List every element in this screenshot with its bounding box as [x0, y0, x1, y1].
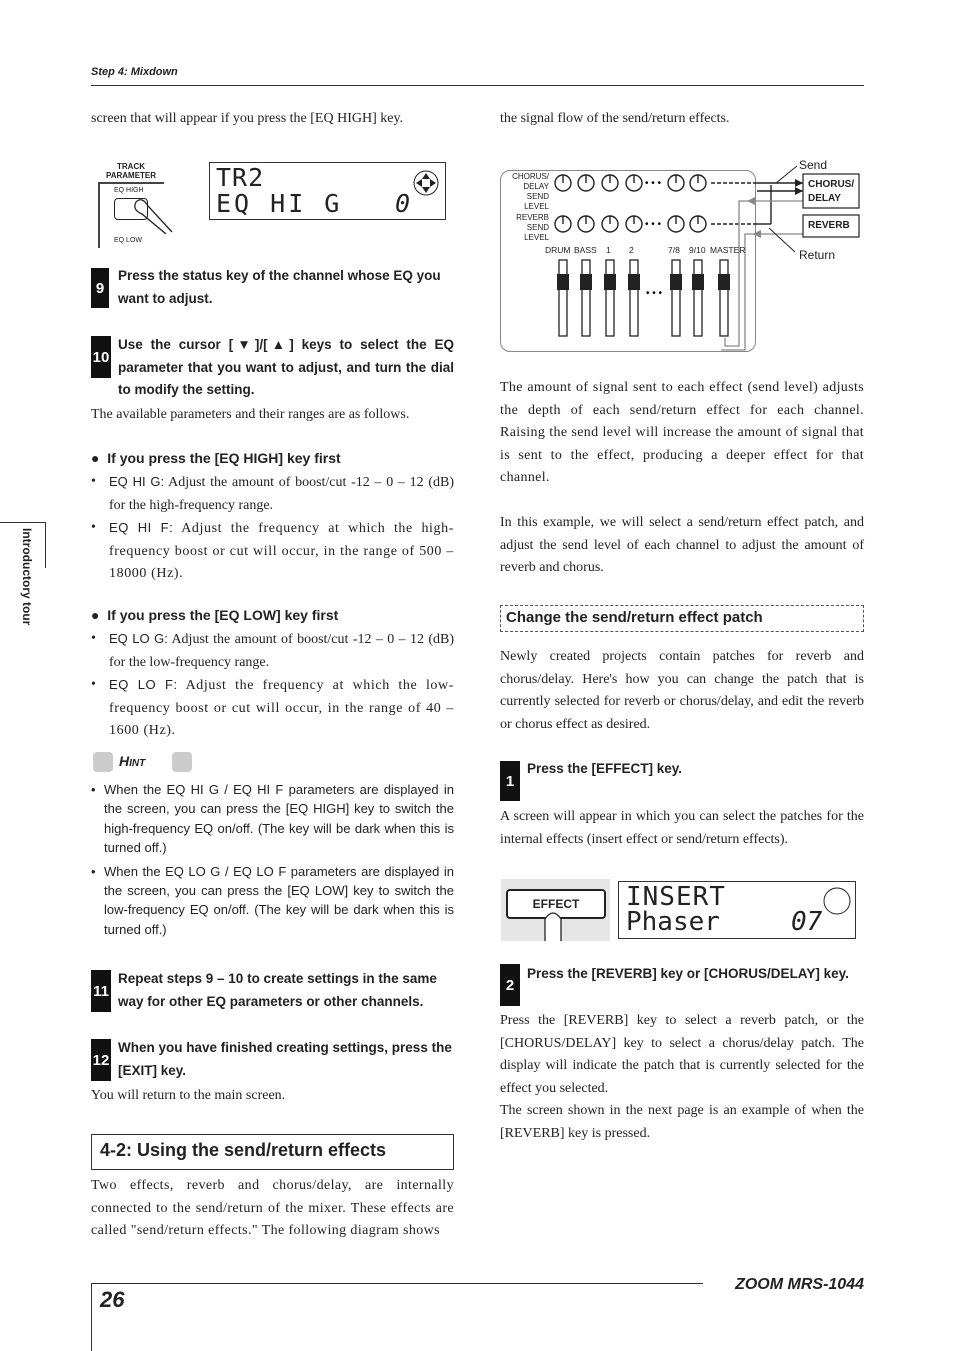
reverb-send-label: REVERB SEND LEVEL — [516, 213, 549, 242]
return-label: Return — [799, 248, 836, 262]
svg-text:• • •: • • • — [645, 178, 662, 189]
patch-heading: Change the send/return effect patch — [500, 605, 864, 632]
list-item: • EQ LO F: Adjust the frequency at which the low-frequency boost or cut will occur, in the range of 40 – 1600 (Hz). — [91, 677, 455, 739]
right-intro: the signal flow of the send/return effects. — [500, 111, 730, 126]
section-header: Step 4: Mixdown — [91, 66, 178, 78]
step-1-badge: 1 — [500, 761, 520, 801]
step-10-badge: 10 — [91, 336, 111, 378]
svg-text:• • •: • • • — [646, 288, 663, 299]
step-1-text: Press the [EFFECT] key. — [527, 761, 683, 776]
reverb-box-label: REVERB — [808, 220, 850, 231]
list-item: • EQ HI F: Adjust the frequency at which the high-frequency boost or cut will occur, in the range of 500 – 18000 (Hz). — [91, 520, 455, 582]
header-rule — [91, 85, 864, 86]
step-9-text: Press the status key of the channel whose EQ you want to adjust. — [118, 268, 441, 306]
eq-low-heading: ● If you press the [EQ LOW] key first — [91, 607, 339, 623]
step-12-text: When you have finished creating settings, press the [EXIT] key. — [118, 1040, 452, 1078]
effect-key-panel — [501, 879, 610, 941]
footer-rule — [91, 1283, 703, 1284]
side-tab-label: Introductory tour — [20, 528, 34, 626]
eq-high-list — [91, 471, 454, 586]
para-example: In this example, we will select a send/return effect patch, and adjust the send level of each channel to adjust the amount of reverb and chorus. — [500, 515, 864, 576]
brand-label: ZOOM MRS-1044 — [735, 1276, 864, 1293]
eq-figure — [96, 160, 452, 250]
step-11-text: Repeat steps 9 – 10 to create settings in the same way for other EQ parameters or other channels. — [118, 971, 437, 1009]
step-12-badge: 12 — [91, 1039, 111, 1081]
hint-box-icon — [172, 752, 192, 772]
send-label: Send — [799, 158, 828, 172]
hint-list — [91, 780, 454, 939]
step-9-badge: 9 — [91, 268, 109, 308]
section-title: 4-2: Using the send/return effects — [91, 1134, 454, 1170]
para-available: The available parameters and their ranges are as follows. — [91, 407, 410, 422]
eq-low-label: EQ LOW — [114, 237, 143, 244]
para-two-effects: Two effects, reverb and chorus/delay, are internally connected to the send/return of the mixer. These effects are called "send/return effects." The following diagram shows — [91, 1178, 454, 1239]
svg-text:• • •: • • • — [645, 219, 662, 230]
hint-label: Hint — [119, 753, 146, 769]
chorus-delay-box-label: CHORUS/ DELAY — [808, 179, 855, 204]
step-2-badge: 2 — [500, 964, 520, 1006]
list-item: • EQ LO G: Adjust the amount of boost/cut -12 – 0 – 12 (dB) for the low-frequency range. — [91, 631, 455, 670]
page-number: 26 — [100, 1287, 125, 1312]
step-10-text: Use the cursor [▼]/[▲] keys to select the EQ parameter that you want to adjust, and turn the dial to modify the setting. — [118, 337, 454, 397]
eq-high-label: EQ HIGH — [114, 187, 144, 194]
footer-side-rule — [91, 1283, 92, 1351]
step-11-badge: 11 — [91, 970, 111, 1012]
hint-item: • When the EQ LO G / EQ LO F parameters are displayed in the screen, you can press the [EQ LOW] key to switch the low-frequency EQ on/off. (The key will be dark when this is turned off.) — [91, 863, 454, 937]
pointing-finger-icon — [132, 198, 176, 234]
para-press: Press the [REVERB] key to select a reverb patch, or the [CHORUS/DELAY] key to select a chorus/delay patch. The display will indicate the patch that is currently selected for the effect you selected. — [500, 1013, 864, 1096]
effect-key: EFFECT — [506, 889, 606, 919]
hint-box-icon — [93, 752, 113, 772]
para-screen: A screen will appear in which you can select the patches for the internal effects (insert effect or send/return effects). — [500, 809, 864, 847]
para-new-projects: Newly created projects contain patches for reverb and chorus/delay. Here's how you can change the patch that is currently selected for reverb or chorus/delay, and edit the reverb or chorus effect as desired. — [500, 649, 864, 732]
eq-lcd: TR2 EQ HI G 0 — [209, 162, 446, 220]
hint-item: • When the EQ HI G / EQ HI F parameters are displayed in the screen, you can press the [EQ HIGH] key to switch the high-frequency EQ on/off. (The key will be dark when this is turned off.) — [91, 782, 454, 856]
para-send-level: The amount of signal sent to each effect (send level) adjusts the depth of each send/return effect for each channel. Raising the send level will increase the amount of signal that is sent to the effect, producing a deeper effect for that channel. — [500, 380, 864, 486]
list-item: • EQ HI G: Adjust the amount of boost/cut -12 – 0 – 12 (dB) for the high-frequency range. — [91, 474, 455, 513]
para-next: The screen shown in the next page is an example of when the [REVERB] key is pressed. — [500, 1103, 864, 1141]
effect-lcd: INSERT Phaser 07 — [618, 881, 856, 939]
chorus-send-label: CHORUS/ DELAY SEND LEVEL — [512, 172, 549, 211]
track-parameter-label: TRACK PARAMETER — [105, 162, 157, 180]
left-intro: screen that will appear if you press the [EQ HIGH] key. — [91, 111, 404, 126]
dial-icon — [822, 886, 852, 916]
eq-high-heading: ● If you press the [EQ HIGH] key first — [91, 450, 341, 466]
step-2-text: Press the [REVERB] key or [CHORUS/DELAY] key. — [527, 966, 849, 981]
eq-low-list — [91, 628, 454, 743]
send-return-diagram: CHORUS/ DELAY SEND LEVEL REVERB SEND LEVEL • • • • • • • • • DRUM BASS 1 2 7/8 9/10 MASTER Send Return CHORUS/ DELAY REVERB — [499, 156, 864, 356]
para-return: You will return to the main screen. — [91, 1088, 286, 1103]
cursor-dpad-icon — [412, 169, 440, 197]
pointing-finger-icon — [541, 911, 565, 941]
